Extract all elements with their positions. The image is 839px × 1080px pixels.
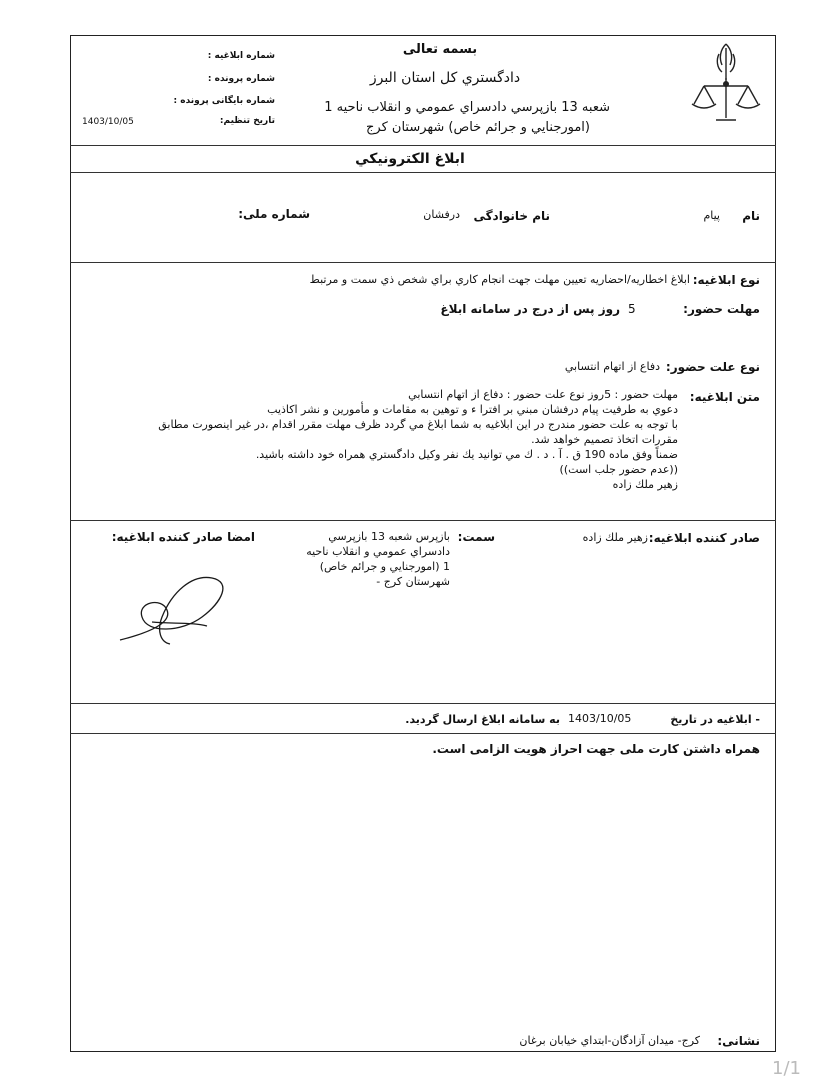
notice-body xyxy=(150,387,678,492)
signature-label: امضا صادر كننده ابلاغیه: xyxy=(111,530,255,544)
id-card-notice: همراه داشتن كارت ملی جهت احراز هویت الزامی است. xyxy=(432,742,760,756)
deadline-text: روز پس از درج در سامانه ابلاغ xyxy=(440,302,620,316)
family-name-label: نام خانوادگی xyxy=(473,209,550,223)
reason-label: نوع علت حضور: xyxy=(665,360,760,374)
deadline-number: 5 xyxy=(628,302,636,316)
name-label: نام xyxy=(742,209,760,223)
page-counter: 1/1 xyxy=(772,1058,801,1079)
doc-title: ابلاغ الكترونيكي xyxy=(355,151,465,167)
notice-number-label: شماره ابلاغیه : xyxy=(207,51,275,61)
body-line: مقررات اتخاذ تصميم خواهد شد. xyxy=(531,433,678,446)
body-line: زهير ملك زاده xyxy=(612,478,678,491)
name-value: پيام xyxy=(703,209,720,222)
issuer-value: زهير ملك زاده xyxy=(582,531,648,544)
body-line: با توجه به علت حضور مندرج در اين ابلاغيه به شما ابلاغ مي گردد ظرف مهلت مقرر اقدام ،در غير اينصورت مطابق xyxy=(158,418,678,431)
body-line: ضمناً وفق ماده 190 ق . آ . د . ك مي توانيد يك نفر وكيل دادگستري همراه خود داشته باشيد. xyxy=(255,448,678,461)
signature-image xyxy=(112,562,242,652)
body-label: متن ابلاغیه: xyxy=(689,390,760,404)
divider xyxy=(70,520,776,521)
address-value: كرج- ميدان آزادگان-ابتداي خيابان برغان xyxy=(519,1034,700,1047)
sent-date: 1403/10/05 xyxy=(568,712,632,725)
body-line: مهلت حضور : 5روز نوع علت حضور : دفاع از اتهام انتسابي xyxy=(408,388,678,401)
issue-date-label: تاریخ تنظیم: xyxy=(219,116,275,126)
body-line: ((عدم حضور جلب است)) xyxy=(559,463,678,476)
position-label: سمت: xyxy=(457,530,495,544)
issuer-label: صادر كننده ابلاغیه: xyxy=(648,531,760,545)
court-name: دادگستري كل استان البرز xyxy=(369,70,521,86)
body-line: دعوي به طرفيت پيام درفشان مبني بر افترا ء و توهين به مقامات و مأمورين و نشر اكاذيب xyxy=(267,403,678,416)
position-value: بازپرس شعبه 13 بازپرسي دادسراي عمومي و انقلاب ناحيه 1 (امورجنايي و جرائم خاص) شهرستان كرج - xyxy=(306,530,450,588)
branch-line-1: شعبه 13 بازپرسي دادسراي عمومي و انقلاب ناحيه 1 xyxy=(324,100,610,115)
judiciary-emblem-icon xyxy=(686,40,766,125)
branch-line-2: (امورجنايي و جرائم خاص) شهرستان كرج xyxy=(366,120,590,135)
national-id-label: شماره ملی: xyxy=(238,207,310,221)
divider xyxy=(70,172,776,173)
sent-suffix: به سامانه ابلاغ ارسال گردید. xyxy=(405,713,560,726)
divider xyxy=(70,733,776,734)
archive-number-label: شماره بایگانی پرونده : xyxy=(173,96,275,106)
divider xyxy=(70,145,776,146)
family-name-value: درفشان xyxy=(423,208,460,221)
issue-date-value: 1403/10/05 xyxy=(82,117,134,127)
reason-value: دفاع از اتهام انتسابي xyxy=(564,360,660,373)
divider xyxy=(70,703,776,704)
notice-type-value: ابلاغ اخطاريه/احضاريه تعيين مهلت جهت انجام كاري براي شخص ذي سمت و مرتبط xyxy=(309,273,690,286)
sent-prefix: - ابلاغیه در تاریخ xyxy=(670,713,760,726)
bismillah: بسمه تعالی xyxy=(402,42,478,57)
deadline-label: مهلت حضور: xyxy=(683,302,760,316)
notice-type-label: نوع ابلاغیه: xyxy=(692,273,760,287)
case-number-label: شماره پرونده : xyxy=(207,74,275,84)
address-label: نشانی: xyxy=(717,1034,760,1048)
divider xyxy=(70,262,776,263)
